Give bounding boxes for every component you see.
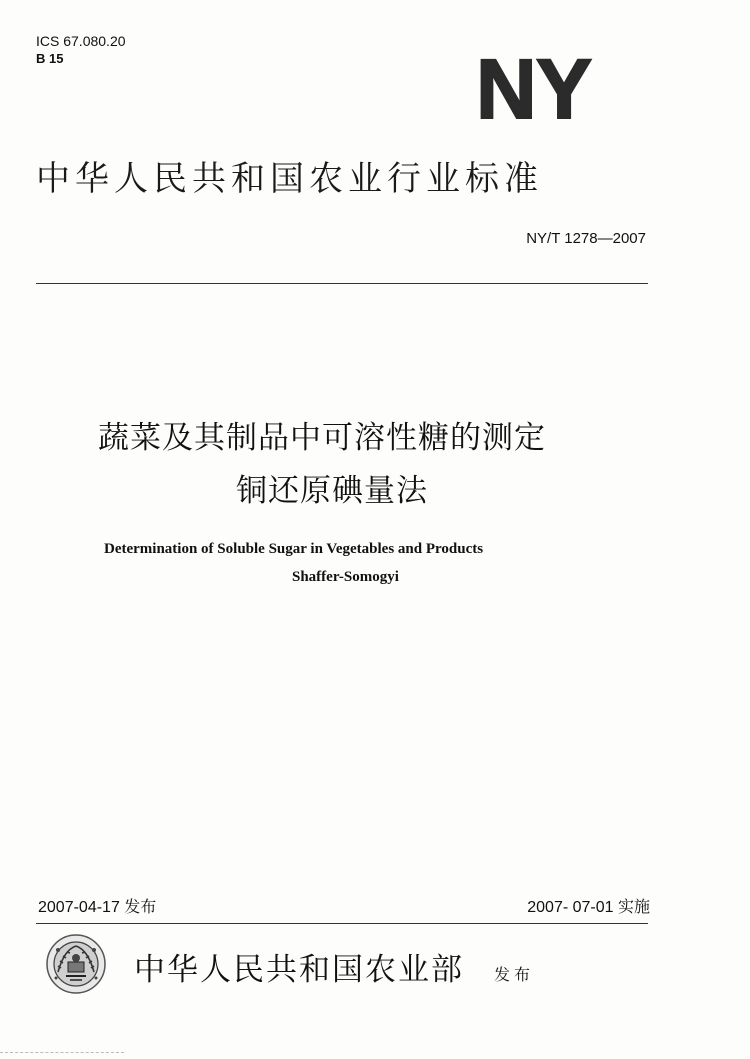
implementation-date: 2007- 07-01 实施 xyxy=(527,899,650,916)
standard-number: NY/T 1278—2007 xyxy=(526,230,646,247)
logo-letter-y: Y xyxy=(536,42,593,136)
classification-code-text: B 15 xyxy=(36,51,64,66)
english-title-line-1: Determination of Soluble Sugar in Vegetables and Products xyxy=(104,541,484,557)
issuing-ministry-name: 中华人民共和国农业部 xyxy=(134,952,464,988)
publish-label: 发布 xyxy=(494,965,535,984)
issue-date: 2007-04-17 发布 xyxy=(38,899,157,916)
classification-code xyxy=(36,52,63,66)
scan-edge-mark xyxy=(0,1052,124,1053)
logo-letter-n: N xyxy=(476,42,537,136)
standard-category-title: 中华人民共和国农业行业标准 xyxy=(36,159,543,199)
ny-standard-logo xyxy=(474,42,600,136)
chinese-title-line-2: 铜还原碘量法 xyxy=(236,473,428,509)
ministry-emblem-icon xyxy=(44,932,108,996)
ics-code: ICS 67.080.20 xyxy=(36,33,126,49)
footer-divider xyxy=(36,923,648,924)
header-divider xyxy=(36,283,648,284)
english-title-line-2: Shaffer-Somogyi xyxy=(292,569,399,585)
chinese-title-line-1: 蔬菜及其制品中可溶性糖的测定 xyxy=(98,420,546,456)
emblem-graphic xyxy=(44,932,108,996)
